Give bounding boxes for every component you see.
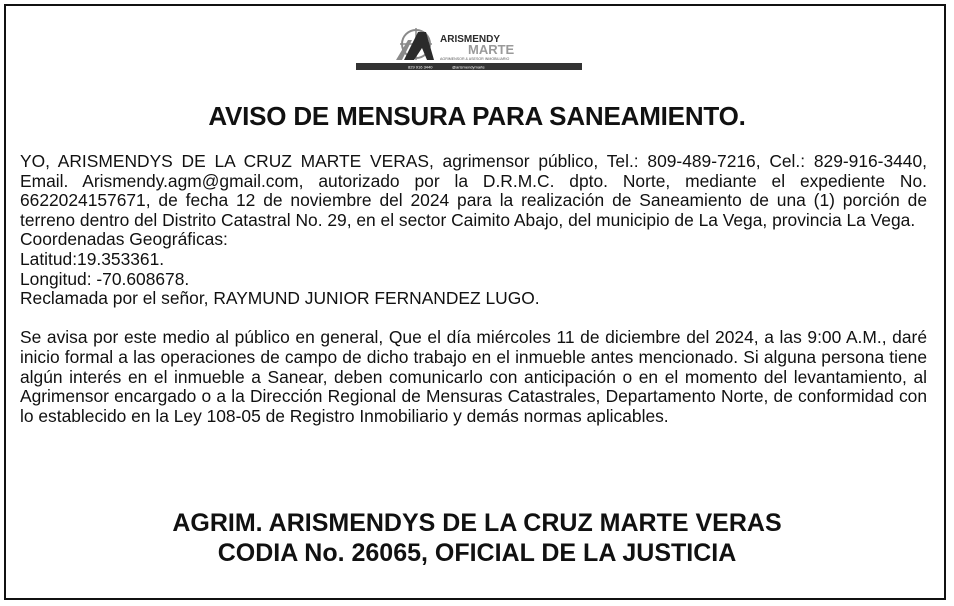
paragraph-gap xyxy=(20,309,927,329)
company-logo xyxy=(356,26,582,72)
claimant-line: Reclamada por el señor, RAYMUND JUNIOR FERNANDEZ LUGO. xyxy=(20,288,540,309)
signature-name: AGRIM. ARISMENDYS DE LA CRUZ MARTE VERAS xyxy=(172,509,782,537)
logo-name-line2: MARTE xyxy=(468,42,515,57)
longitude-line: Longitud: -70.608678. xyxy=(20,268,190,289)
coordinates-heading: Coordenadas Geográficas: xyxy=(20,229,228,250)
notice-title: AVISO DE MENSURA PARA SANEAMIENTO. xyxy=(208,101,746,131)
logo-tagline: AGRIMENSOR & ASESOR INMOBILIARIO xyxy=(440,57,510,61)
logo-contact-phone: 829 916 3440 xyxy=(408,64,433,70)
paragraph-intro: YO, ARISMENDYS DE LA CRUZ MARTE VERAS, agrimensor público, Tel.: 809-489-7216, Cel.: 829-916-3440, Email. Arismendy.agm@gmail.com, autorizado por la D.R.M.C. dpto. Norte, mediante el expediente No. 6622024157671, de fecha 12 de noviembre del 2024 para la realización de Saneamiento de una (1) porción de terreno dentro del Distrito Catastral No. 29, en el sector Caimito Abajo, del municipio de La Vega, provincia La Vega. xyxy=(20,151,927,230)
signature-block xyxy=(0,508,954,568)
paragraph-notice: Se avisa por este medio al público en general, Que el día miércoles 11 de diciembre del 2024, a las 9:00 A.M., daré inicio formal a las operaciones de campo de dicho trabajo en el inmueble antes mencionado. Si alguna persona tiene algún interés en el inmueble a Sanear, deben comunicarlo con anticipación o en el momento del levantamiento, al Agrimensor encargado o a la Dirección Regional de Mensuras Catastrales, Departamento Norte, de conformidad con lo establecido en la Ley 108-05 de Registro Inmobiliario y demás normas aplicables. xyxy=(20,327,927,426)
notice-body xyxy=(20,152,927,426)
logo-name-line1: ARISMENDY xyxy=(440,34,501,45)
latitude-line: Latitud:19.353361. xyxy=(20,248,165,269)
signature-credentials: CODIA No. 26065, OFICIAL DE LA JUSTICIA xyxy=(217,539,737,567)
logo-contact-social: @arismendymarte xyxy=(452,64,485,70)
